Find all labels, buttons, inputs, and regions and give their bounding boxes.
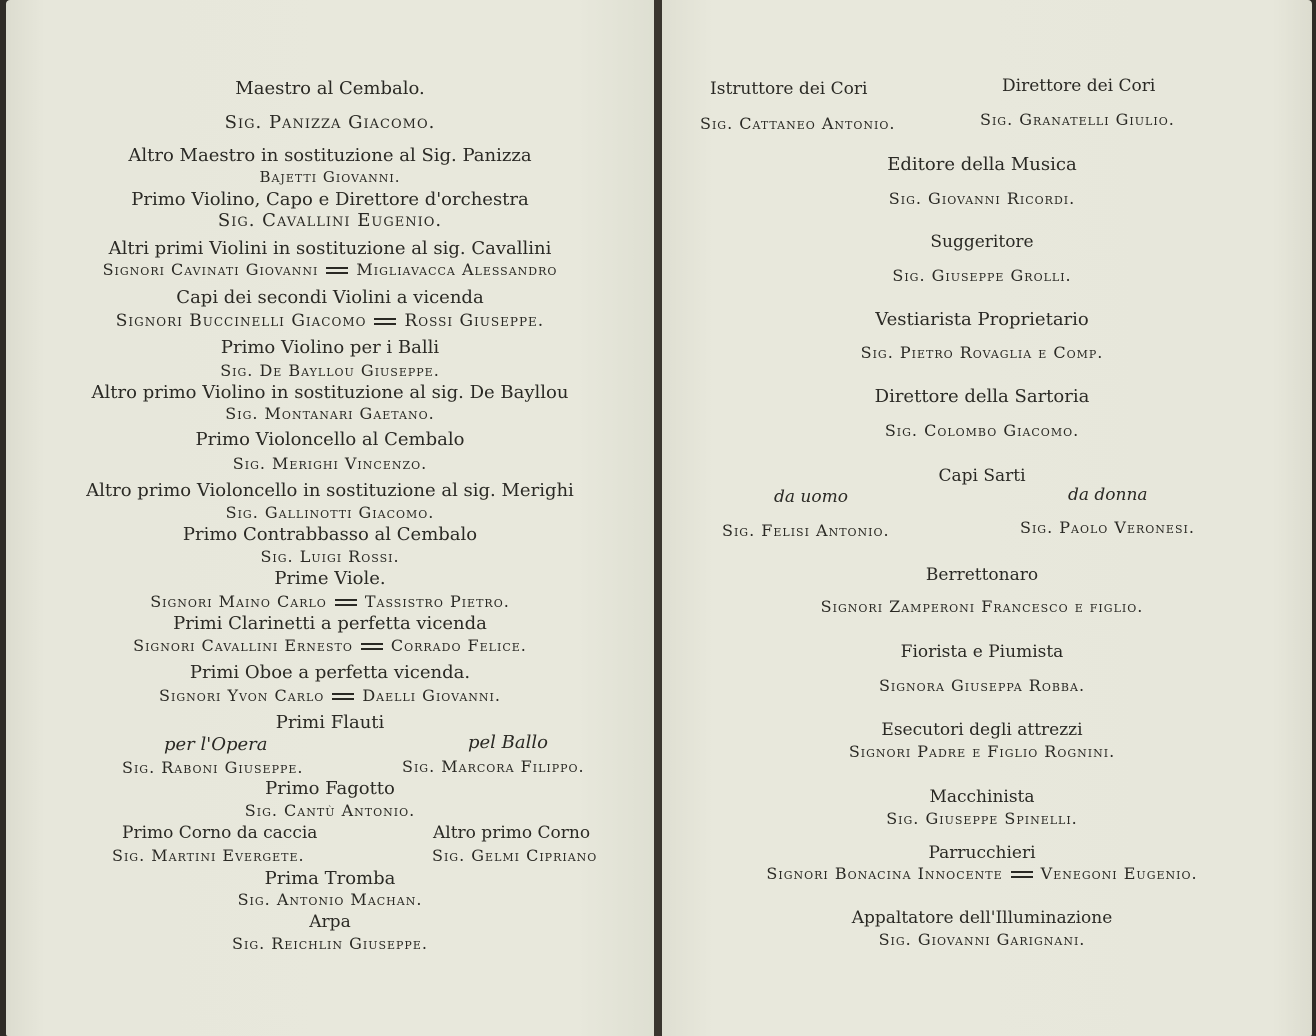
name-garignani: Sig. Giovanni Garignani. xyxy=(878,930,1086,949)
name-robba: Signora Giuseppa Robba. xyxy=(878,676,1086,695)
name-reichlin: Sig. Reichlin Giuseppe. xyxy=(232,934,428,953)
name-machan: Sig. Antonio Machan. xyxy=(237,890,423,909)
heading-macchinista: Macchinista xyxy=(929,787,1035,807)
name-migliavacca: Migliavacca Alessandro xyxy=(356,260,558,279)
heading-primi-clarinetti: Primi Clarinetti a perfetta vicenda xyxy=(173,613,487,634)
name-felisi: Sig. Felisi Antonio. xyxy=(722,521,890,540)
names-yvon-daelli xyxy=(6,685,654,707)
name-daelli: Daelli Giovanni. xyxy=(362,686,501,705)
heading-altro-violino-bayllou: Altro primo Violino in sostituzione al sig. De Bayllou xyxy=(91,382,569,403)
heading-primi-flauti: Primi Flauti xyxy=(275,712,385,733)
name-panizza: Sig. Panizza Giacomo. xyxy=(224,112,436,133)
name-raboni: Sig. Raboni Giuseppe. xyxy=(122,758,304,777)
heading-prime-viole: Prime Viole. xyxy=(274,568,386,589)
names-maino-tassistro xyxy=(6,591,654,613)
name-veronesi: Sig. Paolo Veronesi. xyxy=(1020,518,1195,537)
heading-violoncello-cembalo: Primo Violoncello al Cembalo xyxy=(195,429,465,450)
name-martini: Sig. Martini Evergete. xyxy=(112,846,305,865)
name-rognini: Signori Padre e Figlio Rognini. xyxy=(848,742,1116,761)
heading-maestro-cembalo: Maestro al Cembalo. xyxy=(235,78,425,99)
names-cavinati-migliavacca xyxy=(6,259,654,281)
heading-primo-corno: Primo Corno da caccia xyxy=(122,823,318,843)
name-tassistro: Tassistro Pietro. xyxy=(364,592,510,611)
name-spinelli: Sig. Giuseppe Spinelli. xyxy=(886,809,1078,828)
heading-parrucchieri: Parrucchieri xyxy=(928,843,1036,863)
heading-arpa: Arpa xyxy=(309,912,351,932)
subheading-pel-ballo: pel Ballo xyxy=(468,732,548,753)
name-cavinati: Signori Cavinati Giovanni xyxy=(102,260,319,279)
name-marcora: Sig. Marcora Filippo. xyxy=(402,757,585,776)
heading-fiorista: Fiorista e Piumista xyxy=(900,642,1064,662)
name-rossi-giuseppe: Rossi Giuseppe. xyxy=(404,311,545,331)
separator-mark xyxy=(374,318,396,325)
name-cantu: Sig. Cantù Antonio. xyxy=(244,801,416,820)
right-page xyxy=(662,0,1312,1036)
name-montanari: Sig. Montanari Gaetano. xyxy=(225,404,435,423)
name-buccinelli: Signori Buccinelli Giacomo xyxy=(115,311,367,331)
heading-appaltatore-illuminazione: Appaltatore dell'Illuminazione xyxy=(851,908,1113,928)
name-yvon: Signori Yvon Carlo xyxy=(159,686,325,705)
heading-primo-violino: Primo Violino, Capo e Direttore d'orchestra xyxy=(131,189,529,210)
name-bonacina: Signori Bonacina Innocente xyxy=(766,864,1003,883)
name-de-bayllou: Sig. De Bayllou Giuseppe. xyxy=(220,361,440,380)
separator-mark xyxy=(326,267,348,274)
heading-berrettonaro: Berrettonaro xyxy=(925,565,1039,585)
name-luigi-rossi: Sig. Luigi Rossi. xyxy=(260,547,400,566)
heading-primo-fagotto: Primo Fagotto xyxy=(265,778,395,799)
name-grolli: Sig. Giuseppe Grolli. xyxy=(892,266,1072,285)
names-bonacina-venegoni xyxy=(662,863,1312,885)
heading-editore-musica: Editore della Musica xyxy=(887,154,1077,175)
heading-altro-violoncello: Altro primo Violoncello in sostituzione al sig. Merighi xyxy=(86,480,574,501)
book-gutter xyxy=(654,0,662,1036)
heading-altro-corno: Altro primo Corno xyxy=(433,823,591,843)
heading-capi-sarti: Capi Sarti xyxy=(938,466,1026,486)
name-maino: Signori Maino Carlo xyxy=(150,592,327,611)
name-venegoni: Venegoni Eugenio. xyxy=(1040,864,1198,883)
name-merighi: Sig. Merighi Vincenzo. xyxy=(232,454,428,473)
name-cattaneo: Sig. Cattaneo Antonio. xyxy=(700,114,896,133)
heading-esecutori-attrezzi: Esecutori degli attrezzi xyxy=(881,720,1083,740)
heading-primi-oboe: Primi Oboe a perfetta vicenda. xyxy=(189,662,471,683)
names-buccinelli-rossi xyxy=(6,310,654,332)
heading-direttore-cori: Direttore dei Cori xyxy=(1002,76,1156,96)
heading-vestiarista: Vestiarista Proprietario xyxy=(875,309,1089,330)
name-cavallini-ernesto: Signori Cavallini Ernesto xyxy=(133,636,353,655)
separator-mark xyxy=(332,693,354,700)
heading-violino-balli: Primo Violino per i Balli xyxy=(220,337,440,358)
name-gelmi: Sig. Gelmi Cipriano xyxy=(432,846,598,865)
subheading-da-uomo: da uomo xyxy=(774,487,848,507)
heading-prima-tromba: Prima Tromba xyxy=(264,868,396,889)
separator-mark xyxy=(1011,871,1033,878)
name-corrado: Corrado Felice. xyxy=(390,636,527,655)
name-rovaglia: Sig. Pietro Rovaglia e Comp. xyxy=(860,343,1104,362)
name-cavallini: Sig. Cavallini Eugenio. xyxy=(217,210,443,231)
heading-capi-secondi-violini: Capi dei secondi Violini a vicenda xyxy=(176,287,484,308)
name-colombo: Sig. Colombo Giacomo. xyxy=(884,421,1080,440)
separator-mark xyxy=(361,643,383,650)
name-gallinotti: Sig. Gallinotti Giacomo. xyxy=(225,503,435,522)
name-ricordi: Sig. Giovanni Ricordi. xyxy=(888,189,1076,208)
subheading-per-opera: per l'Opera xyxy=(164,734,268,755)
heading-istruttore-cori: Istruttore dei Cori xyxy=(710,79,868,99)
heading-suggeritore: Suggeritore xyxy=(930,232,1034,252)
heading-contrabbasso: Primo Contrabbasso al Cembalo xyxy=(182,524,478,545)
heading-direttore-sartoria: Direttore della Sartoria xyxy=(874,386,1090,407)
heading-altro-maestro: Altro Maestro in sostituzione al Sig. Panizza xyxy=(128,145,532,166)
name-granatelli: Sig. Granatelli Giulio. xyxy=(980,110,1175,129)
heading-altri-primi-violini: Altri primi Violini in sostituzione al sig. Cavallini xyxy=(108,238,552,259)
names-cavallini-corrado xyxy=(6,635,654,657)
separator-mark xyxy=(335,599,357,606)
subheading-da-donna: da donna xyxy=(1068,485,1148,505)
name-bajetti: Bajetti Giovanni. xyxy=(259,168,401,186)
left-page xyxy=(6,0,654,1036)
name-zamperoni: Signori Zamperoni Francesco e figlio. xyxy=(820,597,1144,616)
